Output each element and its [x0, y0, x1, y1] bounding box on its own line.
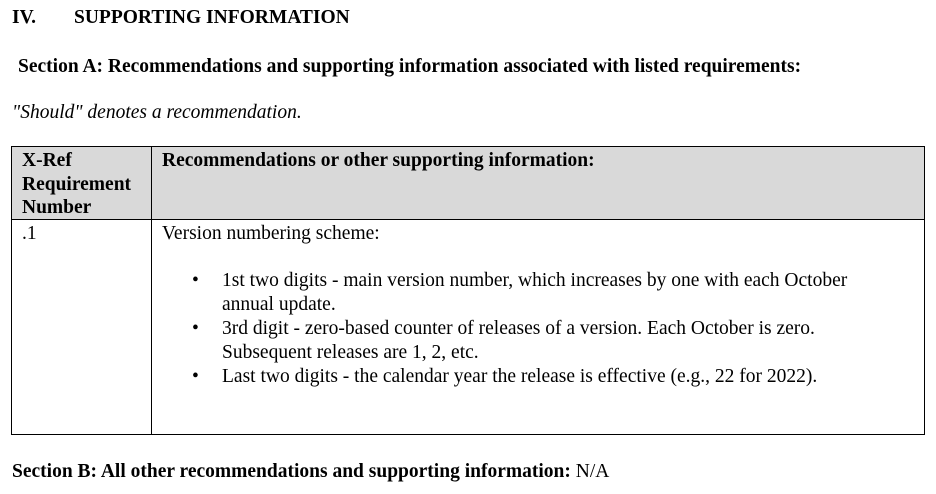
bullet-text-line-2: annual update.	[222, 294, 336, 315]
bullet-list	[162, 269, 847, 389]
list-item	[162, 365, 847, 389]
section-b-value: N/A	[570, 461, 610, 482]
header-requirement-line: Requirement	[22, 173, 132, 195]
header-xref-line: X-Ref	[22, 150, 72, 171]
bullet-icon: •	[192, 318, 199, 339]
bullet-icon: •	[192, 366, 199, 387]
section-number: IV.	[12, 7, 37, 28]
header-number-line: Number	[22, 197, 92, 218]
should-note: "Should" denotes a recommendation.	[12, 102, 302, 123]
column-divider	[151, 147, 152, 434]
section-a-title: Section A: Recommendations and supporting information associated with listed requirements:	[18, 56, 802, 77]
row-ref-number: .1	[22, 223, 37, 244]
section-title: SUPPORTING INFORMATION	[74, 7, 350, 28]
section-b-line	[12, 459, 609, 485]
bullet-text-line-1: 1st two digits - main version number, which increases by one with each October	[222, 270, 848, 291]
recommendations-table	[11, 146, 925, 435]
list-item	[162, 269, 847, 317]
bullet-text-line-2: Subsequent releases are 1, 2, etc.	[222, 342, 479, 363]
list-item	[162, 317, 847, 365]
bullet-text-line-1: 3rd digit - zero-based counter of releases of a version. Each October is zero.	[222, 318, 815, 339]
section-heading	[12, 5, 350, 31]
bullet-icon: •	[192, 270, 199, 291]
row-intro-text: Version numbering scheme:	[162, 223, 380, 244]
bullet-text-line-1: Last two digits - the calendar year the release is effective (e.g., 22 for 2022).	[222, 366, 818, 387]
header-xref-requirement-number	[22, 149, 131, 220]
section-b-label: Section B: All other recommendations and supporting information:	[12, 461, 571, 482]
header-recommendations: Recommendations or other supporting information:	[162, 150, 595, 171]
